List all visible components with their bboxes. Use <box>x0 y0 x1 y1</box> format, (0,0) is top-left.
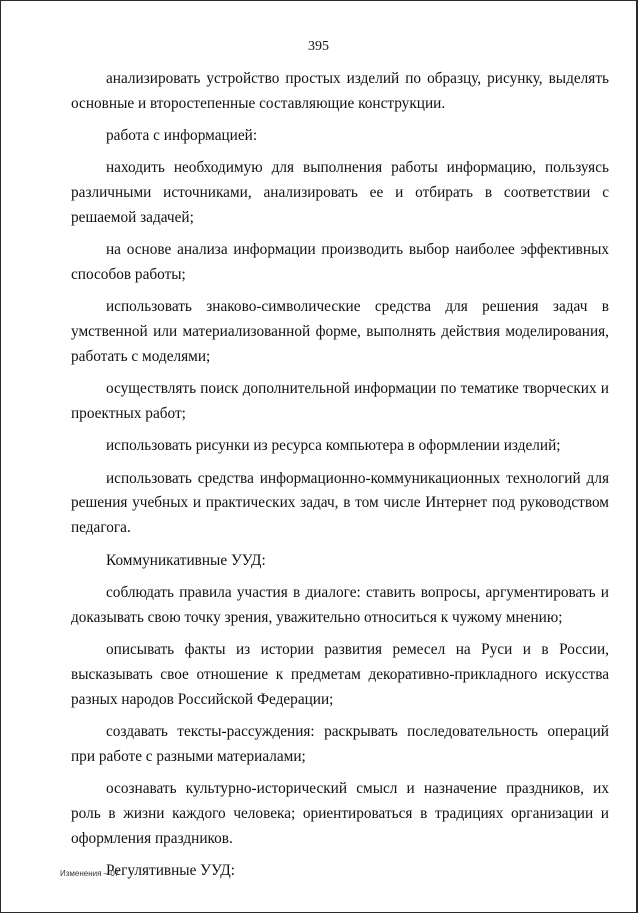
paragraph-find-information: находить необходимую для выполнения работы информацию, пользуясь различными источниками, анализировать ее и отбирать в соответствии с решаемой задачей; <box>71 159 609 226</box>
paragraph-symbolic-means: использовать знаково-символические средства для решения задач в умственной или материализованной форме, выполнять действия моделирования, работать с моделями; <box>71 298 609 365</box>
revision-footer: Изменения – 07 <box>60 869 120 878</box>
paragraph-info-work-heading: работа с информацией: <box>106 127 258 145</box>
paragraph-crafts-history: описывать факты из истории развития ремесел на Руси и в России, высказывать свое отношение к предметам декоративно-прикладного искусства разных народов Российской Федерации; <box>71 640 609 708</box>
paragraph-holidays-meaning: осознавать культурно-исторический смысл и назначение праздников, их роль в жизни каждого человека; ориентироваться в традициях организации и оформления праздников. <box>71 779 609 847</box>
document-body <box>71 67 609 891</box>
paragraph-use-pictures: использовать рисунки из ресурса компьютера в оформлении изделий; <box>106 437 561 455</box>
paragraph-analyze-construction: анализировать устройство простых изделий по образцу, рисунку, выделять основные и второстепенные составляющие конструкции. <box>71 70 609 112</box>
heading-regulatory-uud: Регулятивные УУД: <box>106 861 235 879</box>
page-number: 395 <box>308 39 329 54</box>
paragraph-dialogue-rules: соблюдать правила участия в диалоге: ставить вопросы, аргументировать и доказывать свою точку зрения, уважительно относиться к чужому мнению; <box>71 583 609 626</box>
paragraph-choose-methods: на основе анализа информации производить выбор наиболее эффективных способов работы; <box>71 241 609 284</box>
paragraph-search-info: осуществлять поиск дополнительной информации по тематике творческих и проектных работ; <box>71 380 609 423</box>
paragraph-reasoning-texts: создавать тексты-рассуждения: раскрывать последовательность операций при работе с разными материалами; <box>71 722 609 765</box>
paragraph-ict-tools: использовать средства информационно-коммуникационных технологий для решения учебных и практических задач, в том числе Интернет под руководством педагога. <box>71 469 609 537</box>
heading-communicative-uud: Коммуникативные УУД: <box>106 551 266 569</box>
